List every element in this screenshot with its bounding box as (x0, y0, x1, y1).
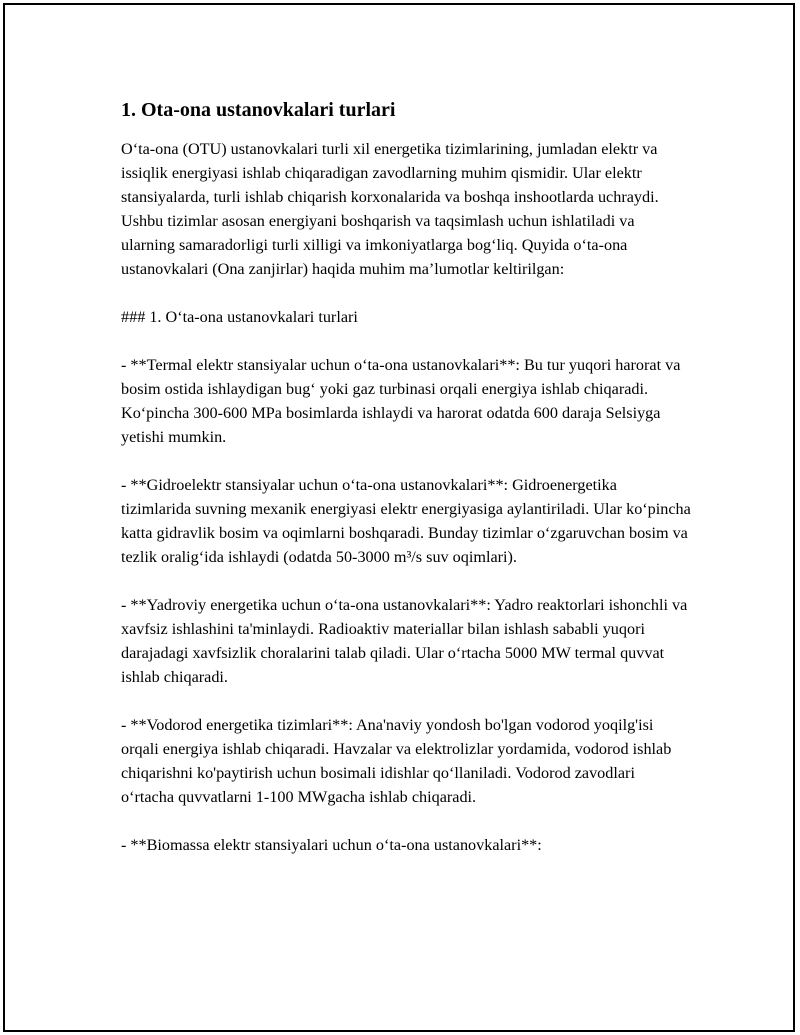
list-item-biomass: - **Biomassa elektr stansiyalari uchun o‘ta-ona ustanovkalari**: (121, 836, 542, 854)
list-item-hydrogen: - **Vodorod energetika tizimlari**: Ana'naviy yondosh bo'lgan vodorod yoqilg'isi orqali energiya ishlab chiqaradi. Havzalar va elektrolizlar yordamida, vodorod ishlab chiqarishni ko'paytirish uchun bosimali idishlar qo‘llaniladi. Vodorod zavodlari o‘rtacha quvvatlarni 1-100 MWgacha ishlab chiqaradi. (121, 716, 672, 806)
intro-paragraph: O‘ta-ona (OTU) ustanovkalari turli xil energetika tizimlarining, jumladan elektr va issiqlik energiyasi ishlab chiqaradigan zavodlarning muhim qismidir. Ular elektr stansiyalarda, turli ishlab chiqarish korxonalarida va boshqa inshootlarda uchraydi. Ushbu tizimlar asosan energiyani boshqarish va taqsimlash uchun ishlatiladi va ularning samaradorligi turli xilligi va imkoniyatlarga bog‘liq. Quyida o‘ta-ona ustanovkalari (Ona zanjirlar) haqida muhim ma’lumotlar keltirilgan: (121, 140, 659, 278)
list-item-thermal: - **Termal elektr stansiyalar uchun o‘ta-ona ustanovkalari**: Bu tur yuqori harorat va bosim ostida ishlaydigan bug‘ yoki gaz turbinasi orqali energiya ishlab chiqaradi. Ko‘pincha 300-600 MPa bosimlarda ishlaydi va harorat odatda 600 daraja Selsiyga yetishi mumkin. (121, 356, 681, 446)
document-body (121, 97, 691, 881)
page-frame (3, 3, 795, 1032)
section-heading-markdown: ### 1. O‘ta-ona ustanovkalari turlari (121, 308, 358, 326)
list-item-hydro: - **Gidroelektr stansiyalar uchun o‘ta-ona ustanovkalari**: Gidroenergetika tizimlarida suvning mexanik energiyasi elektr energiyasiga aylantiriladi. Ular ko‘pincha katta gidravlik bosim va oqimlarni boshqaradi. Bunday tizimlar o‘zgaruvchan bosim va tezlik oralig‘ida ishlaydi (odatda 50-3000 m³/s suv oqimlari). (121, 476, 691, 566)
document-title: 1. Ota-ona ustanovkalari turlari (121, 99, 396, 121)
list-item-nuclear: - **Yadroviy energetika uchun o‘ta-ona ustanovkalari**: Yadro reaktorlari ishonchli va xavfsiz ishlashini ta'minlaydi. Radioaktiv materiallar bilan ishlash sababli yuqori darajadagi xavfsizlik choralarini talab qiladi. Ular o‘rtacha 5000 MW termal quvvat ishlab chiqaradi. (121, 596, 688, 686)
